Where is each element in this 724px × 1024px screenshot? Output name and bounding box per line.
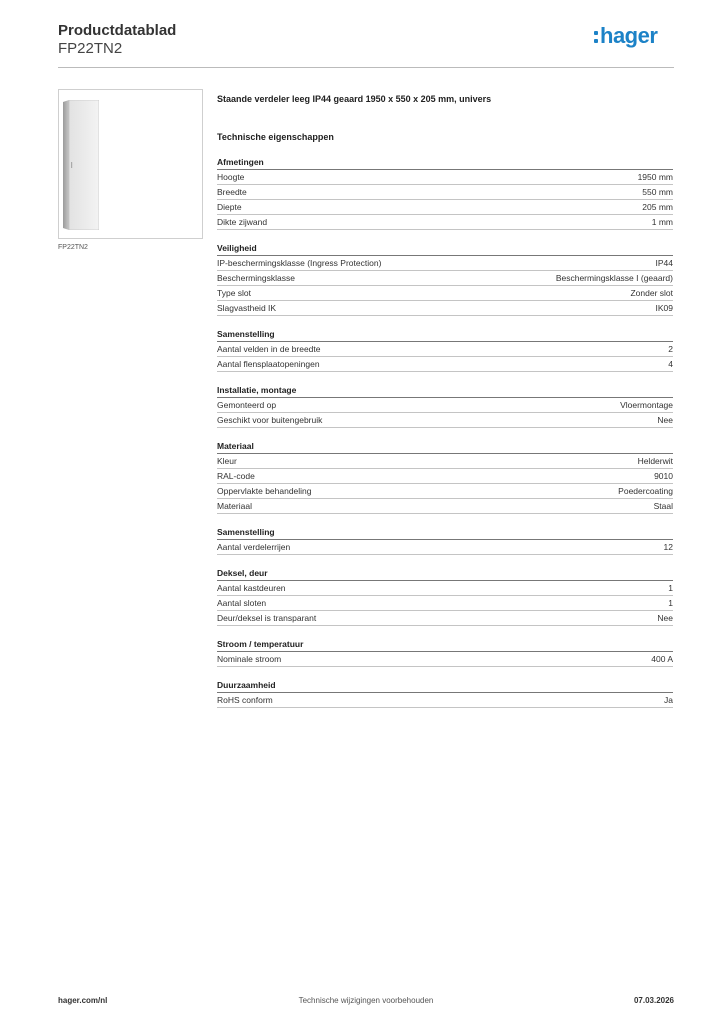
- spec-value: Beschermingsklasse I (geaard): [555, 273, 673, 283]
- spec-value: 12: [663, 542, 673, 552]
- spec-row: [217, 342, 673, 357]
- spec-row: [217, 185, 673, 200]
- footer-date: 07.03.2026: [633, 996, 674, 1005]
- spec-row: [217, 454, 673, 469]
- section-title: Afmetingen: [217, 156, 673, 170]
- spec-value: 1: [668, 583, 673, 593]
- spec-row: [217, 596, 673, 611]
- spec-section: [217, 440, 673, 514]
- spec-row: [217, 398, 673, 413]
- spec-row: [217, 256, 673, 271]
- section-title: Installatie, montage: [217, 384, 673, 398]
- logo-wordmark: hager: [600, 23, 658, 48]
- header-divider: [58, 67, 674, 68]
- spec-label: Geschikt voor buitengebruik: [217, 415, 323, 425]
- hager-logo: [594, 23, 674, 52]
- spec-value: 2: [668, 344, 673, 354]
- tech-heading: Technische eigenschappen: [217, 132, 334, 142]
- page-header: [58, 22, 674, 68]
- spec-section: [217, 328, 673, 372]
- spec-row: [217, 170, 673, 185]
- spec-label: Gemonteerd op: [217, 400, 277, 410]
- spec-label: Nominale stroom: [217, 654, 282, 664]
- spec-label: Deur/deksel is transparant: [217, 613, 317, 623]
- spec-row: [217, 499, 673, 514]
- spec-value: Nee: [657, 613, 673, 623]
- spec-content: [217, 92, 673, 708]
- spec-row: [217, 652, 673, 667]
- spec-label: Dikte zijwand: [217, 217, 268, 227]
- spec-value: IK09: [655, 303, 673, 313]
- footer-notice: Technische wijzigingen voorbehouden: [298, 996, 434, 1005]
- section-title: Materiaal: [217, 440, 673, 454]
- document-title: Productdatablad: [58, 22, 177, 39]
- cabinet-image: [63, 100, 99, 230]
- spec-row: [217, 271, 673, 286]
- spec-label: Aantal velden in de breedte: [217, 344, 321, 354]
- spec-label: Oppervlakte behandeling: [217, 486, 312, 496]
- spec-value: IP44: [655, 258, 673, 268]
- spec-value: Vloermontage: [620, 400, 673, 410]
- spec-row: [217, 540, 673, 555]
- spec-label: Hoogte: [217, 172, 245, 182]
- spec-section: [217, 638, 673, 667]
- section-title: Duurzaamheid: [217, 679, 673, 693]
- spec-row: [217, 469, 673, 484]
- spec-row: [217, 693, 673, 708]
- product-code: FP22TN2: [58, 40, 123, 57]
- spec-section: [217, 384, 673, 428]
- spec-value: Zonder slot: [630, 288, 673, 298]
- spec-row: [217, 611, 673, 626]
- section-title: Stroom / temperatuur: [217, 638, 673, 652]
- spec-row: [217, 581, 673, 596]
- footer-website: hager.com/nl: [58, 996, 108, 1005]
- spec-label: Beschermingsklasse: [217, 273, 295, 283]
- spec-value: 4: [668, 359, 673, 369]
- spec-value: 1 mm: [651, 217, 673, 227]
- image-caption: FP22TN2: [58, 244, 88, 251]
- spec-value: 205 mm: [642, 202, 673, 212]
- spec-label: IP-beschermingsklasse (Ingress Protection): [217, 258, 382, 268]
- spec-label: Type slot: [217, 288, 252, 298]
- spec-label: Materiaal: [217, 501, 252, 511]
- spec-label: RAL-code: [217, 471, 255, 481]
- spec-row: [217, 413, 673, 428]
- spec-value: 400 A: [651, 654, 673, 664]
- spec-label: Aantal sloten: [217, 598, 267, 608]
- product-image: [58, 89, 203, 239]
- spec-row: [217, 484, 673, 499]
- section-title: Veiligheid: [217, 242, 673, 256]
- spec-label: RoHS conform: [217, 695, 273, 705]
- spec-label: Slagvastheid IK: [217, 303, 277, 313]
- spec-row: [217, 286, 673, 301]
- spec-label: Aantal kastdeuren: [217, 583, 286, 593]
- spec-value: 1: [668, 598, 673, 608]
- spec-sections: [217, 156, 673, 708]
- spec-label: Aantal verdelerrijen: [217, 542, 291, 552]
- spec-section: [217, 526, 673, 555]
- spec-section: [217, 242, 673, 316]
- spec-label: Kleur: [217, 456, 237, 466]
- spec-row: [217, 301, 673, 316]
- spec-value: 1950 mm: [637, 172, 673, 182]
- spec-label: Diepte: [217, 202, 242, 212]
- page-footer: [58, 996, 674, 1010]
- spec-value: Staal: [653, 501, 673, 511]
- product-description: Staande verdeler leeg IP44 geaard 1950 x 550 x 205 mm, univers: [217, 94, 492, 104]
- spec-value: 550 mm: [642, 187, 673, 197]
- spec-value: 9010: [654, 471, 673, 481]
- spec-section: [217, 567, 673, 626]
- spec-value: Ja: [664, 695, 673, 705]
- spec-value: Nee: [657, 415, 673, 425]
- spec-row: [217, 357, 673, 372]
- section-title: Samenstelling: [217, 328, 673, 342]
- spec-label: Breedte: [217, 187, 247, 197]
- spec-row: [217, 200, 673, 215]
- spec-label: Aantal flensplaatopeningen: [217, 359, 320, 369]
- spec-value: Poedercoating: [618, 486, 673, 496]
- section-title: Samenstelling: [217, 526, 673, 540]
- spec-section: [217, 156, 673, 230]
- spec-row: [217, 215, 673, 230]
- section-title: Deksel, deur: [217, 567, 673, 581]
- spec-value: Helderwit: [637, 456, 673, 466]
- spec-section: [217, 679, 673, 708]
